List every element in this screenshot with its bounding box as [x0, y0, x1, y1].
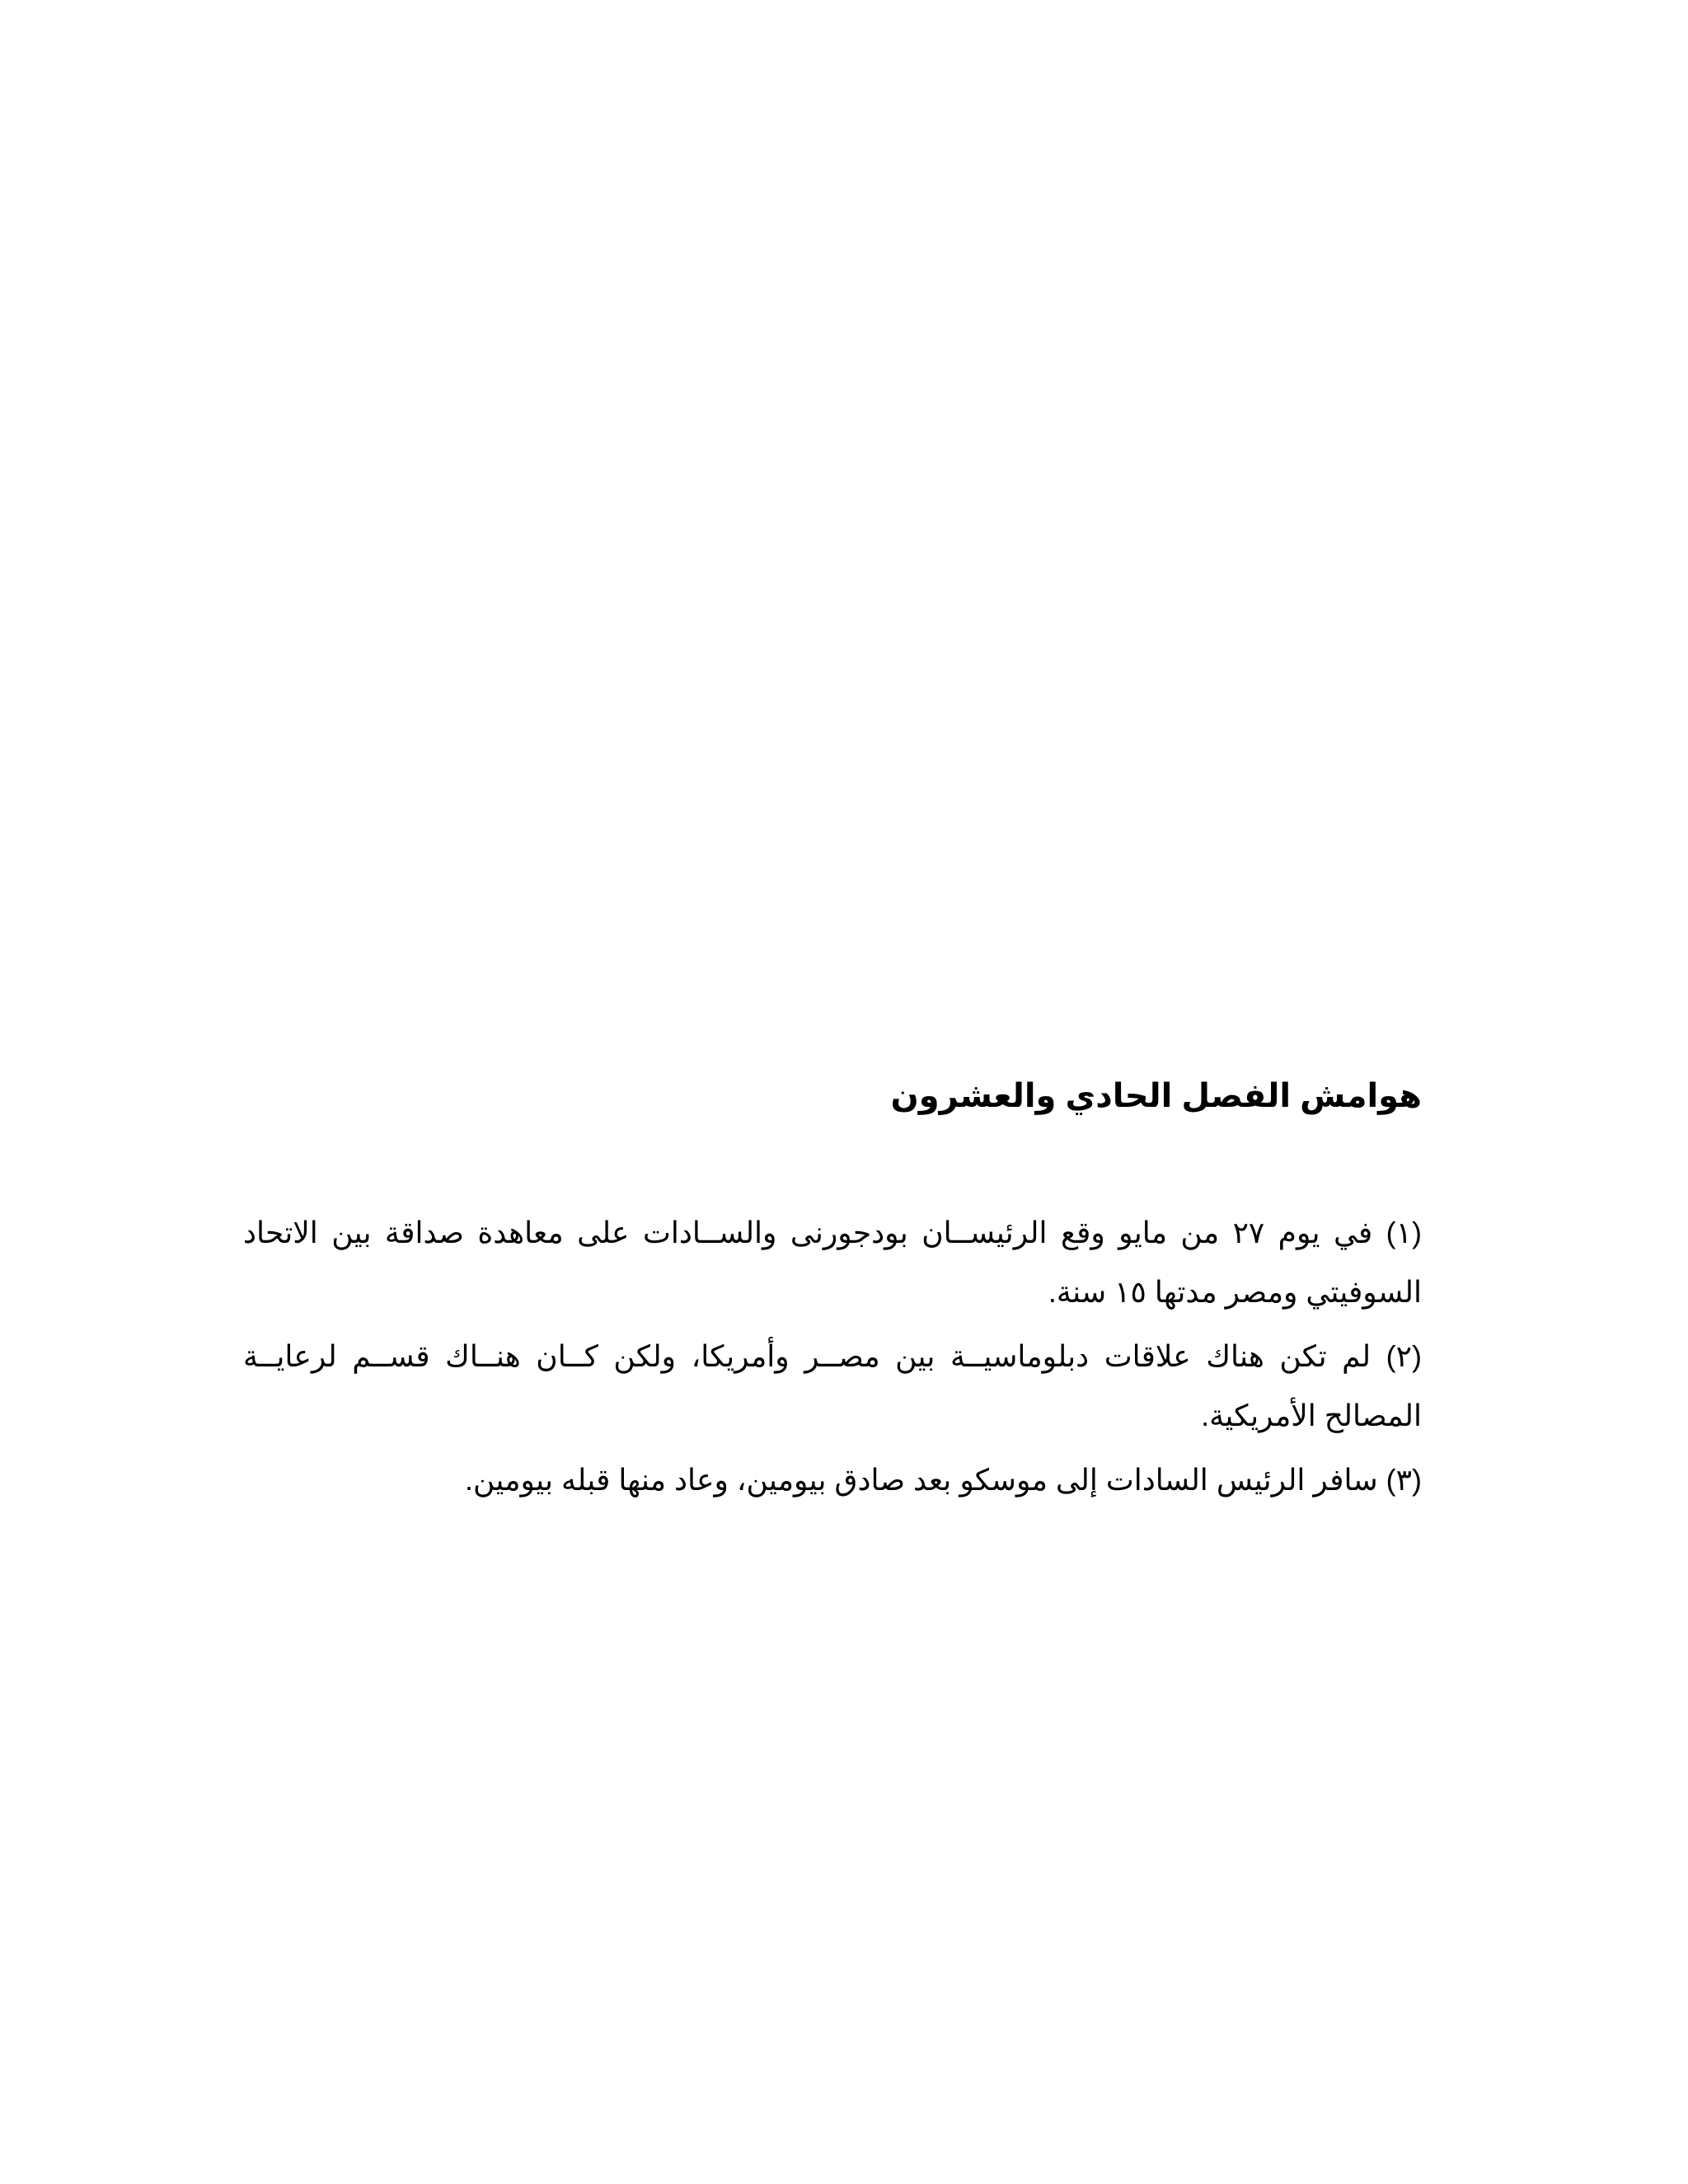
note-number: (٢): [1386, 1339, 1422, 1373]
notes-title: هوامش الفصل الحادي والعشرون: [890, 1078, 1422, 1114]
note-text: سافر الرئيس السادات إلى موسكو بعد صادق بيومين، وعاد منها قبله بيومين.: [464, 1463, 1378, 1497]
chapter-notes: [243, 1071, 1422, 1515]
note-2: [243, 1327, 1422, 1446]
note-number: (١): [1386, 1216, 1422, 1249]
note-1: [243, 1203, 1422, 1322]
note-3: [243, 1451, 1422, 1510]
note-number: (٣): [1386, 1463, 1422, 1497]
note-text: لم تكن هناك علاقات دبلوماسيــة بين مصــر وأمريكا، ولكن كــان هنــاك قســم لرعايــة المصالح الأمريكية.: [243, 1339, 1422, 1432]
note-text: في يوم ٢٧ من مايو وقع الرئيســان بودجورنى والســادات على معاهدة صداقة بين الاتحاد السوفيتي ومصر مدتها ١٥ سنة.: [243, 1216, 1422, 1309]
